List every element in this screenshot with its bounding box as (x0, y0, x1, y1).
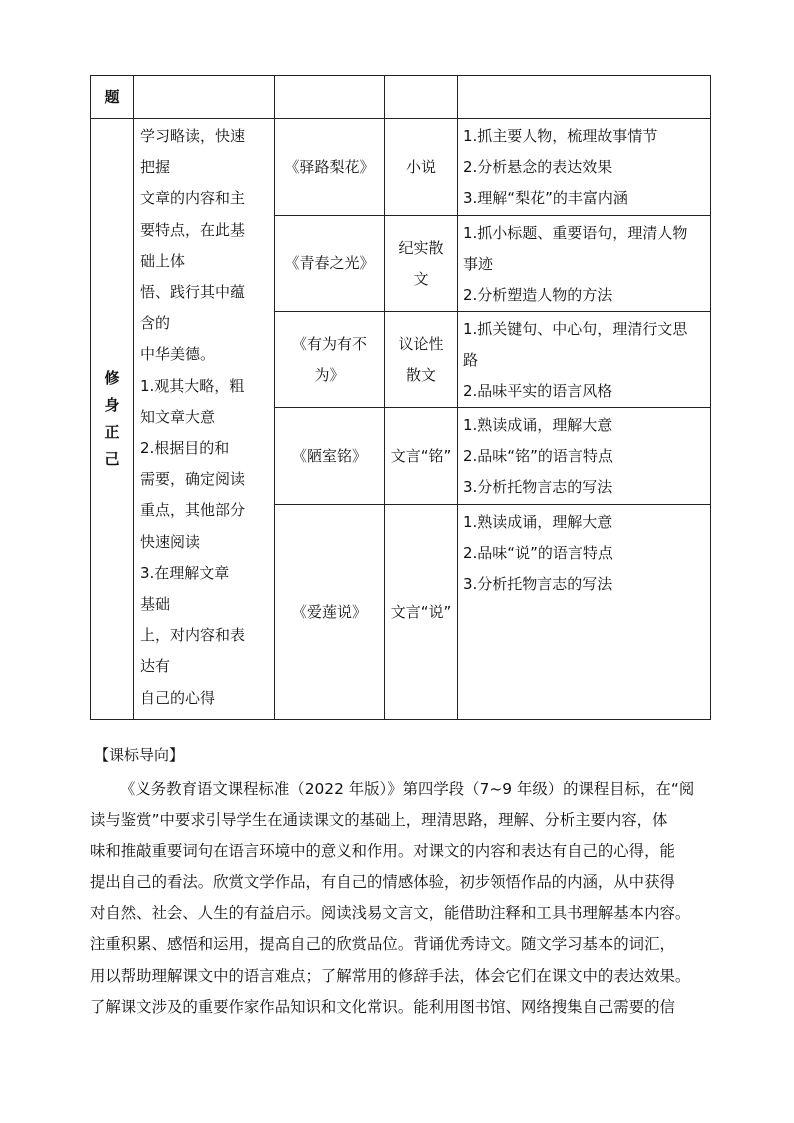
genre-cell: 纪实散 文 (385, 216, 458, 312)
paragraph-line: 读与鉴赏”中要求引导学生在通读课文的基础上，理清思路，理解、分析主要内容，体 (90, 811, 668, 830)
header-task-cell (458, 76, 711, 119)
genre-cell: 小说 (385, 119, 458, 216)
paragraph-line: 味和推敲重要词句在语言环境中的意义和作用。对课文的内容和表达有自己的心得，能 (90, 842, 675, 861)
paragraph-line: 了解课文涉及的重要作家作品知识和文化常识。能利用图书馆、网络搜集自己需要的信 (90, 997, 675, 1016)
header-genre-cell (385, 76, 458, 119)
paragraph-line: 注重积累、感悟和运用，提高自己的欣赏品位。背诵优秀诗文。随文学习基本的词汇， (90, 935, 675, 954)
task-cell: 1.熟读成诵，理解大意 2.品味“铭”的语言特点 3.分析托物言志的写法 (458, 408, 711, 505)
body-paragraph (90, 774, 712, 1023)
table-header-row (91, 76, 711, 119)
paragraph-line: 对自然、社会、人生的有益启示。阅读浅易文言文，能借助注释和工具书理解基本内容。 (90, 904, 691, 923)
paragraph-line: 《义务教育语文课程标准（2022 年版）》第四学段（7~9 年级）的课程目标，在“阅 (120, 780, 695, 798)
paragraph-line: 用以帮助理解课文中的语言难点；了解常用的修辞手法，体会它们在课文中的表达效果。 (90, 966, 691, 985)
task-cell: 1.抓主要人物，梳理故事情节 2.分析悬念的表达效果 3.理解“梨花”的丰富内涵 (458, 119, 711, 216)
genre-cell: 文言“说” (385, 505, 458, 720)
text-title-cell: 《陋室铭》 (275, 408, 385, 505)
genre-cell: 议论性 散文 (385, 312, 458, 408)
header-text-cell (275, 76, 385, 119)
theme-cell: 修 身 正 己 (91, 119, 134, 720)
task-cell: 1.熟读成诵，理解大意 2.品味“说”的语言特点 3.分析托物言志的写法 (458, 505, 711, 720)
header-goal-cell (134, 76, 275, 119)
section-heading: 【课标导向】 (94, 746, 185, 764)
paragraph-line: 提出自己的看法。欣赏文学作品，有自己的情感体验，初步领悟作品的内涵，从中获得 (90, 873, 675, 892)
task-cell: 1.抓小标题、重要语句，理清人物 事迹 2.分析塑造人物的方法 (458, 216, 711, 312)
text-title-cell: 《爱莲说》 (275, 505, 385, 720)
genre-cell: 文言“铭” (385, 408, 458, 505)
text-title-cell: 《驿路梨花》 (275, 119, 385, 216)
goal-cell: 学习略读，快速 把握 文章的内容和主 要特点，在此基 础上体 悟、践行其中蕴 含的 中华美德。 1.观其大略，粗 知文章大意 2.根据目的和 需要，确定阅读 重点，其他部分 快速阅读 3.在理解文章 基础 上，对内容和表 达有 自己的心得 (134, 119, 275, 720)
text-title-cell: 《有为有不 为》 (275, 312, 385, 408)
table-row (91, 119, 711, 216)
text-title-cell: 《青春之光》 (275, 216, 385, 312)
header-theme-cell: 题 (91, 76, 134, 119)
unit-table (90, 75, 711, 720)
task-cell: 1.抓关键句、中心句，理清行文思 路 2.品味平实的语言风格 (458, 312, 711, 408)
